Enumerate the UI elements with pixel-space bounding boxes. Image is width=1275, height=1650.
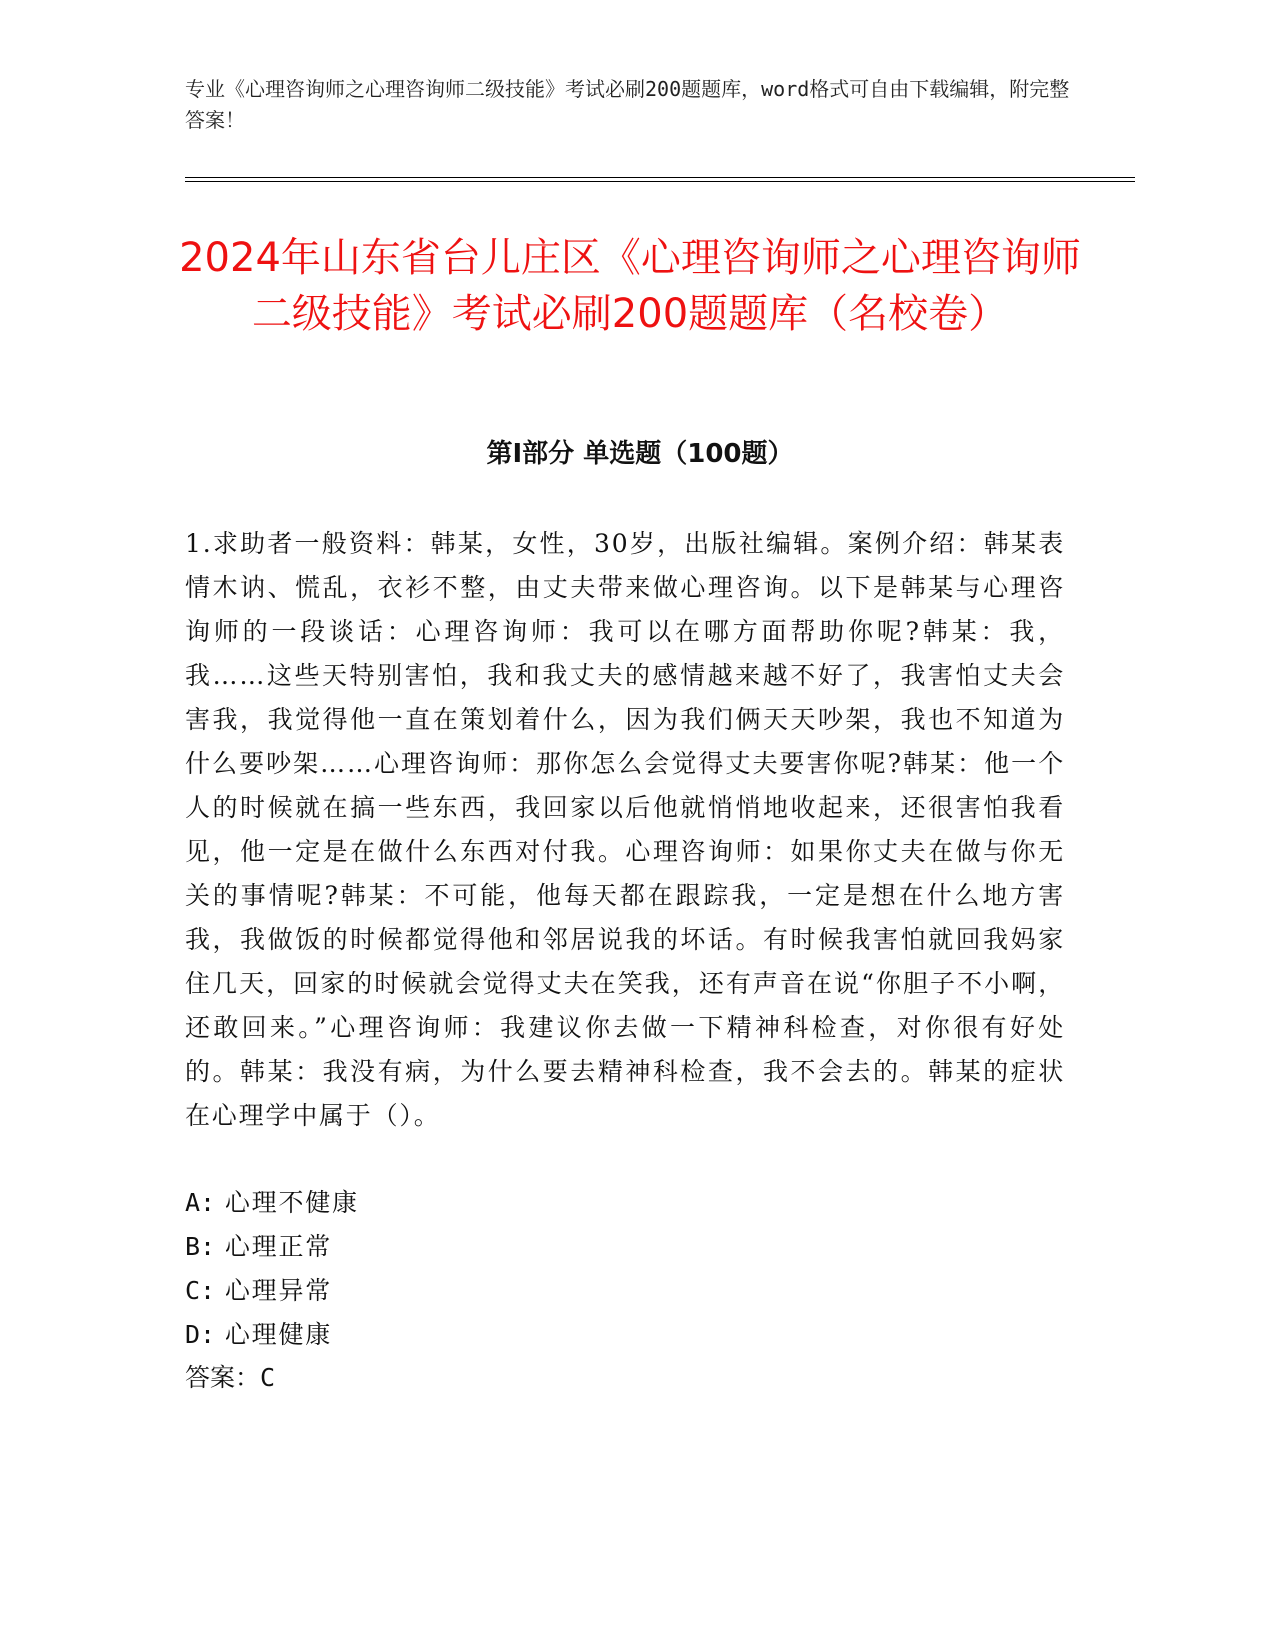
header-note: 专业《心理咨询师之心理咨询师二级技能》考试必刷200题题库，word格式可自由下载编辑，附完整答案！ bbox=[185, 77, 1070, 132]
header-divider-bottom bbox=[185, 181, 1135, 182]
section-title: 第Ⅰ部分 单选题（100题） bbox=[486, 439, 794, 469]
option-text: 心理异常 bbox=[224, 1276, 333, 1305]
document-title: 2024年山东省台儿庄区《心理咨询师之心理咨询师二级技能》考试必刷200题题库（名校卷） bbox=[179, 235, 1081, 337]
option-text: 心理健康 bbox=[224, 1320, 333, 1349]
answer-value: C bbox=[260, 1363, 276, 1392]
header-divider-top bbox=[185, 177, 1135, 178]
option-d bbox=[185, 1313, 1065, 1357]
option-b bbox=[185, 1225, 1065, 1269]
option-letter: D: bbox=[185, 1320, 216, 1349]
answer-options bbox=[185, 1181, 1065, 1357]
option-c bbox=[185, 1269, 1065, 1313]
option-letter: B: bbox=[185, 1232, 216, 1261]
option-text: 心理不健康 bbox=[224, 1188, 359, 1217]
option-a bbox=[185, 1181, 1065, 1225]
answer-label: 答案： bbox=[185, 1363, 261, 1392]
question-text: 1.求助者一般资料：韩某，女性，30岁，出版社编辑。案例介绍：韩某表情木讷、慌乱，衣衫不整，由丈夫带来做心理咨询。以下是韩某与心理咨询师的一段谈话：心理咨询师：我可以在哪方面帮助你呢?韩某：我，我……这些天特别害怕，我和我丈夫的感情越来越不好了，我害怕丈夫会害我，我觉得他一直在策划着什么，因为我们俩天天吵架，我也不知道为什么要吵架……心理咨询师：那你怎么会觉得丈夫要害你呢?韩某：他一个人的时候就在搞一些东西，我回家以后他就悄悄地收起来，还很害怕我看见，他一定是在做什么东西对付我。心理咨询师：如果你丈夫在做与你无关的事情呢?韩某：不可能，他每天都在跟踪我，一定是想在什么地方害我，我做饭的时候都觉得他和邻居说我的坏话。有时候我害怕就回我妈家住几天，回家的时候就会觉得丈夫在笑我，还有声音在说“你胆子不小啊，还敢回来。”心理咨询师：我建议你去做一下精神科检查，对你很有好处的。韩某：我没有病，为什么要去精神科检查，我不会去的。韩某的症状在心理学中属于（）。 bbox=[185, 529, 1065, 1130]
option-letter: C: bbox=[185, 1276, 216, 1305]
option-text: 心理正常 bbox=[224, 1232, 333, 1261]
option-letter: A: bbox=[185, 1188, 216, 1217]
answer-line bbox=[185, 1358, 275, 1398]
